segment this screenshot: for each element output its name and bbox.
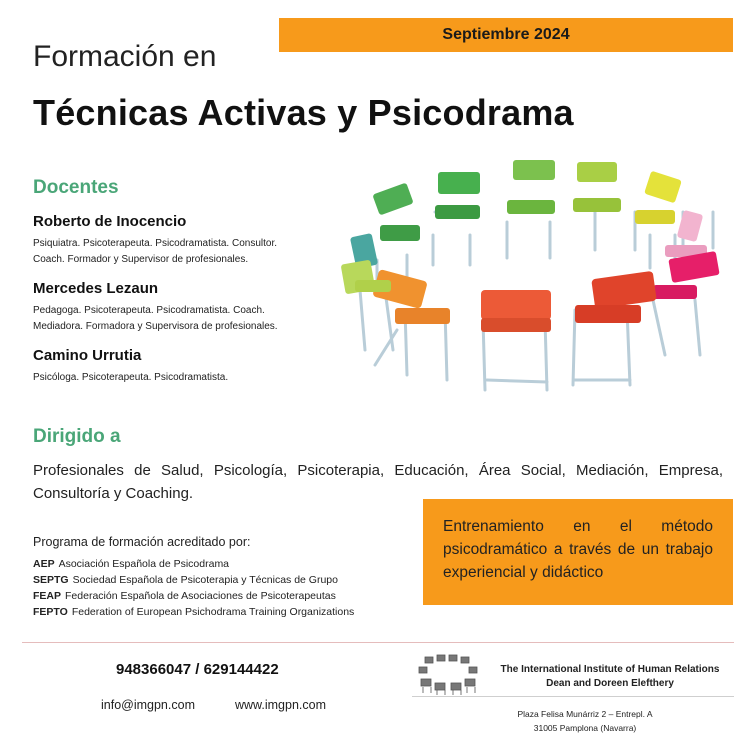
teacher-desc-line: Mediadora. Formadora y Supervisora de profesionales. <box>33 321 278 332</box>
phone-number[interactable]: 948366047 / 629144422 <box>116 661 279 678</box>
title-prefix: Formación en <box>33 40 217 73</box>
audience-text: Profesionales de Salud, Psicología, Psicoterapia, Educación, Área Social, Mediación, Empresa, Consultoría y Coaching. <box>33 462 723 502</box>
teacher-name: Camino Urrutia <box>33 347 142 364</box>
chair-back <box>372 183 413 216</box>
date-banner <box>279 18 733 52</box>
accreditation-code: SEPTG <box>33 574 69 586</box>
website-link[interactable]: www.imgpn.com <box>235 698 326 712</box>
accreditation-intro: Programa de formación acreditado por: <box>33 535 251 549</box>
accreditation-code: FEPTO <box>33 606 68 618</box>
organization-name-line: The International Institute of Human Relations <box>500 664 720 675</box>
accreditation-list <box>33 556 354 620</box>
organization-name-line: Dean and Doreen Elefthery <box>546 678 674 689</box>
teacher-name: Roberto de Inocencio <box>33 213 187 230</box>
accreditation-name: Federación Española de Asociaciones de Psicoterapeutas <box>65 590 336 602</box>
accreditation-item <box>33 604 354 620</box>
highlight-box <box>423 499 733 605</box>
accreditation-item <box>33 588 354 604</box>
address-line: 31005 Pamplona (Navarra) <box>533 723 637 733</box>
accreditation-code: AEP <box>33 558 55 570</box>
accreditation-item <box>33 556 354 572</box>
highlight-text: Entrenamiento en el método psicodramático a través de un trabajo experiencial y didáctico <box>443 518 713 581</box>
teacher-desc-line: Coach. Formador y Supervisor de profesionales. <box>33 254 249 265</box>
organization-divider <box>412 696 734 697</box>
teacher-desc-line: Pedagoga. Psicoterapeuta. Psicodramatista. Coach. <box>33 305 265 316</box>
accreditation-name: Sociedad Española de Psicoterapia y Técnicas de Grupo <box>72 574 338 586</box>
organization-name <box>490 663 730 691</box>
email-link[interactable]: info@imgpn.com <box>101 698 195 712</box>
teacher-name: Mercedes Lezaun <box>33 280 159 297</box>
teacher-desc-line: Psiquiatra. Psicoterapeuta. Psicodramatista. Consultor. <box>33 238 278 249</box>
docentes-heading: Docentes <box>33 177 119 198</box>
chairs-circle-logo-icon <box>415 653 481 695</box>
address-line: Plaza Felisa Munárriz 2 – Entrepl. A <box>517 709 653 719</box>
teacher-desc-line: Psicóloga. Psicoterapeuta. Psicodramatista. <box>33 372 229 383</box>
page-title: Técnicas Activas y Psicodrama <box>33 92 574 133</box>
teacher-description <box>33 236 343 268</box>
dirigido-heading: Dirigido a <box>33 426 121 447</box>
teacher-description <box>33 370 343 386</box>
date-label: Septiembre 2024 <box>442 26 570 43</box>
divider <box>22 642 734 643</box>
accreditation-item <box>33 572 354 588</box>
circle-of-chairs-illustration <box>335 150 735 400</box>
organization-address <box>500 707 670 735</box>
accreditation-name: Asociación Española de Psicodrama <box>58 558 230 570</box>
teacher-description <box>33 303 343 335</box>
accreditation-name: Federation of European Psichodrama Training Organizations <box>71 606 355 618</box>
accreditation-code: FEAP <box>33 590 62 602</box>
